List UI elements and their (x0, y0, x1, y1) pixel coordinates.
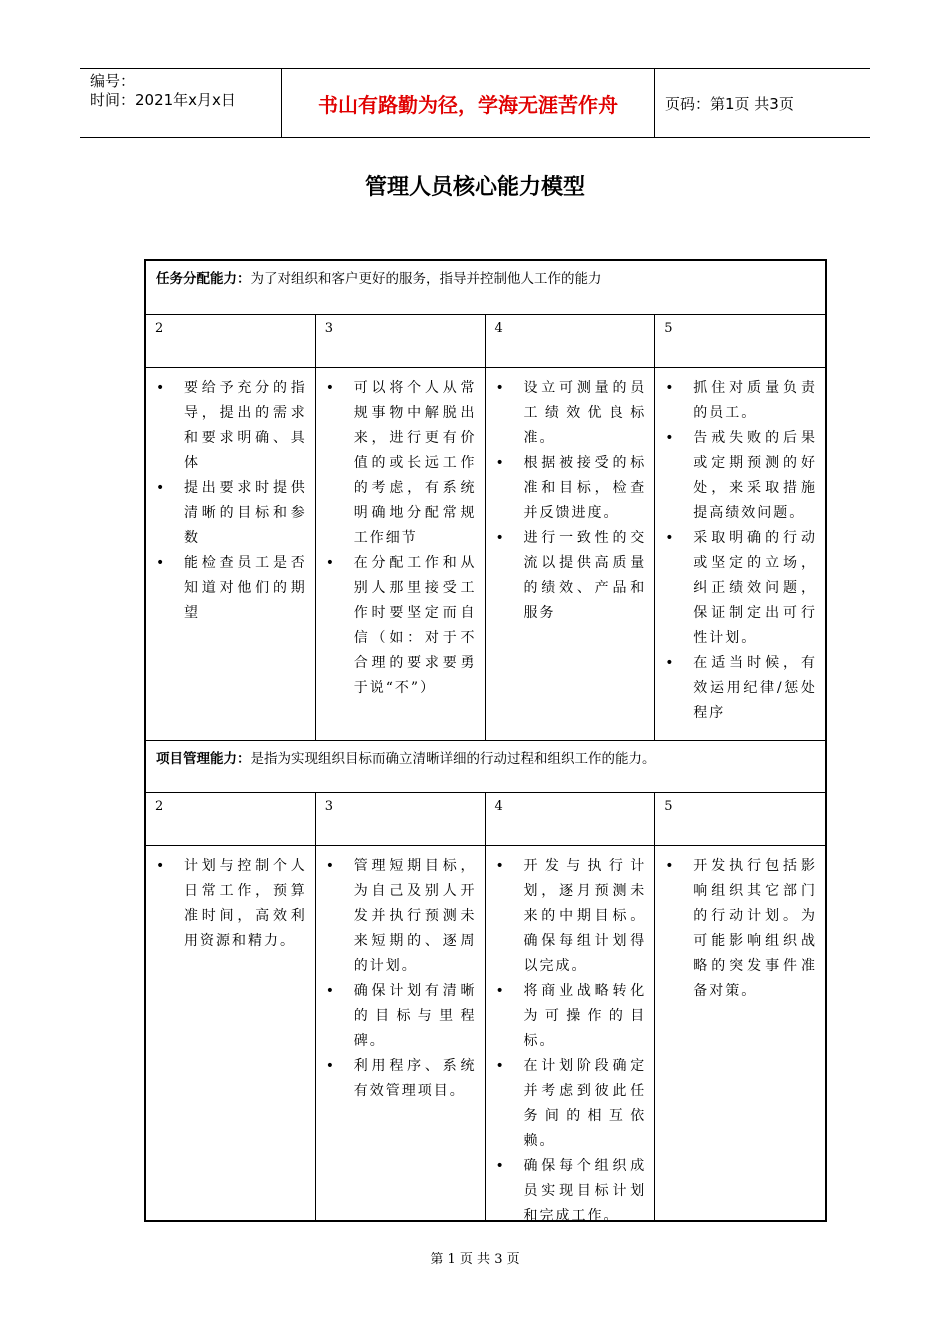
level-cell: 3 (316, 315, 486, 367)
level-row (146, 793, 825, 846)
time-label: 时间：2021年x月x日 (90, 91, 236, 109)
list-item: • 计划与控制个人日常工作，预算准时间，高效利用资源和精力。 (154, 854, 307, 954)
content-row (146, 846, 825, 1224)
list-item: • 要给予充分的指导，提出的需求和要求明确、具体 (154, 376, 307, 476)
list-item: • 可以将个人从常规事物中解脱出来，进行更有价值的或长远工作的考虑，有系统明确地分配常规工作细节 (324, 376, 477, 551)
list-item: • 利用程序、系统有效管理项目。 (324, 1054, 477, 1104)
header-meta (80, 69, 282, 137)
list-item: • 进行一致性的交流以提供高质量的绩效、产品和服务 (494, 526, 647, 626)
content-cell (316, 846, 486, 1220)
level-cell: 5 (664, 321, 673, 336)
content-cell (316, 368, 486, 740)
content-cell (146, 368, 316, 740)
list-item: • 管理短期目标，为自己及别人开发并执行预测未来短期的、逐周的计划。 (324, 854, 477, 979)
section-header (146, 741, 825, 793)
content-cell (146, 846, 316, 1220)
section-name: 项目管理能力： (156, 751, 251, 767)
header-page-info: 页码：第1页 共3页 (665, 94, 794, 113)
page-footer: 第 1 页 共 3 页 (430, 1252, 520, 1267)
level-row (146, 315, 825, 368)
list-item: • 告戒失败的后果或定期预测的好处，来采取措施提高绩效问题。 (663, 426, 817, 526)
section-name: 任务分配能力： (156, 271, 251, 287)
list-item: • 抓住对质量负责的员工。 (663, 376, 817, 426)
section-desc: 为了对组织和客户更好的服务，指导并控制他人工作的能力 (250, 271, 602, 287)
list-item: • 将商业战略转化为可操作的目标。 (494, 979, 647, 1054)
level-cell: 3 (316, 793, 486, 845)
document-title: 管理人员核心能力模型 (364, 175, 585, 200)
level-cell: 4 (486, 793, 656, 845)
list-item: • 在分配工作和从别人那里接受工作时要坚定而自信（如：对于不合理的要求要勇于说“不”） (324, 551, 477, 701)
list-item: • 在计划阶段确定并考虑到彼此任务间的相互依赖。 (494, 1054, 647, 1154)
list-item: • 根据被接受的标准和目标，检查并反馈进度。 (494, 451, 647, 526)
list-item: • 在适当时候，有效运用纪律/惩处程序 (663, 651, 817, 726)
list-item: • 能检查员工是否知道对他们的期望 (154, 551, 307, 626)
content-cell (486, 846, 656, 1224)
list-item: • 开发执行包括影响组织其它部门的行动计划。为可能影响组织战略的突发事件准备对策。 (663, 854, 817, 1004)
list-item: • 开发与执行计划，逐月预测未来的中期目标。确保每组计划得以完成。 (494, 854, 647, 979)
list-item: • 采取明确的行动或坚定的立场，纠正绩效问题，保证制定出可行性计划。 (663, 526, 817, 651)
content-cell (655, 368, 825, 740)
list-item: • 设立可测量的员工绩效优良标准。 (494, 376, 647, 451)
level-cell: 2 (146, 793, 316, 845)
list-item: • 确保计划有清晰的目标与里程碑。 (324, 979, 477, 1054)
section-header (146, 261, 825, 315)
list-item: • 确保每个组织成员实现目标计划和完成工作。 (494, 1154, 647, 1229)
content-row (146, 368, 825, 741)
number-label: 编号： (90, 72, 136, 90)
list-item: • 提出要求时提供清晰的目标和参数 (154, 476, 307, 551)
content-cell (655, 846, 825, 1220)
level-cell: 5 (664, 799, 673, 814)
level-cell: 4 (486, 315, 656, 367)
header-motto: 书山有路勤为径，学海无涯苦作舟 (282, 69, 655, 137)
page-header (80, 68, 870, 138)
competency-table (144, 259, 827, 1222)
content-cell (486, 368, 656, 740)
level-cell: 2 (146, 315, 316, 367)
section-desc: 是指为实现组织目标而确立清晰详细的行动过程和组织工作的能力。 (250, 751, 656, 767)
